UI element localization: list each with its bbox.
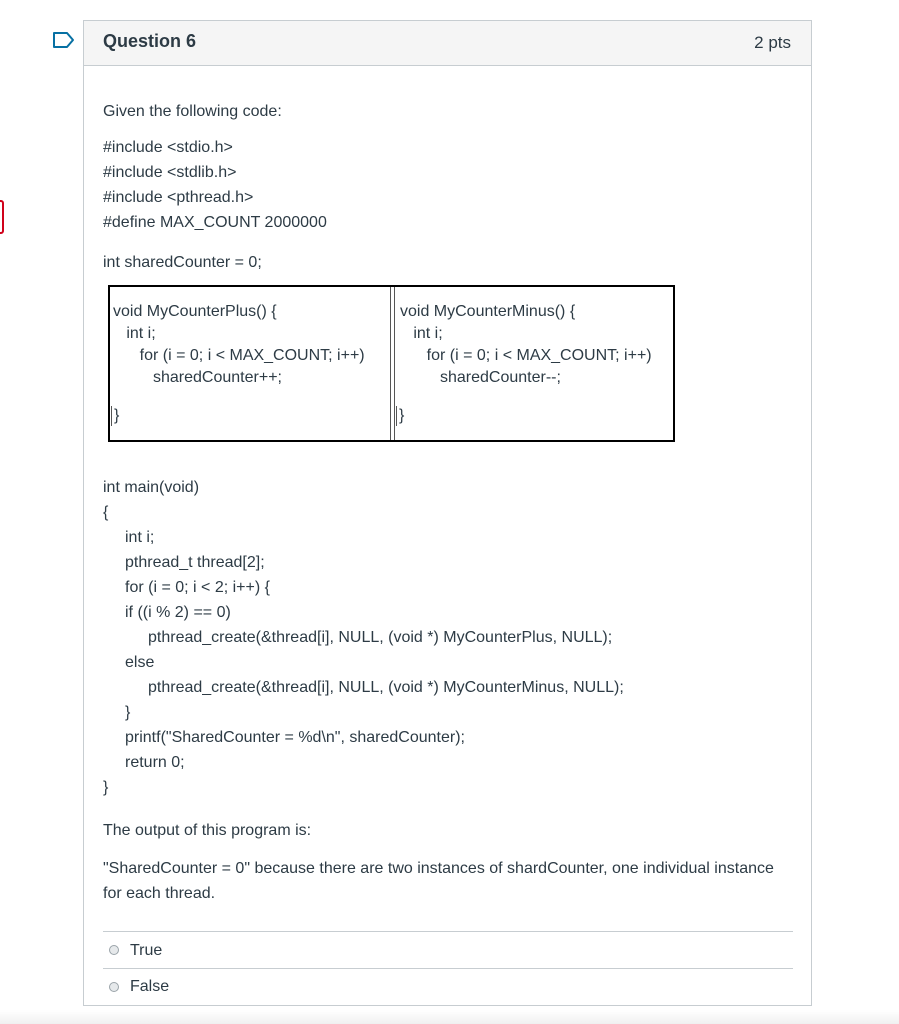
code-line: sharedCounter--; <box>400 369 561 386</box>
radio-button-icon[interactable] <box>109 982 119 992</box>
code-close-brace: } <box>396 406 404 426</box>
code-table <box>108 285 675 442</box>
question-intro: Given the following code: <box>103 103 282 120</box>
question-points: 2 pts <box>754 33 791 52</box>
code-line: void MyCounterPlus() { <box>113 303 277 320</box>
question-title: Question 6 <box>103 31 197 51</box>
code-line: for (i = 0; i < MAX_COUNT; i++) <box>113 347 365 364</box>
include-line: #include <stdlib.h> <box>103 164 237 181</box>
bottom-shadow <box>0 1010 899 1024</box>
answer-list <box>103 931 793 1005</box>
answer-option-false[interactable] <box>103 968 793 1005</box>
answer-label[interactable]: True <box>130 941 163 959</box>
code-line: pthread_t thread[2]; <box>125 554 265 571</box>
code-close-brace: } <box>111 406 119 426</box>
code-line: if ((i % 2) == 0) <box>125 604 231 621</box>
code-line: } <box>125 704 131 721</box>
code-line: for (i = 0; i < 2; i++) { <box>125 579 270 596</box>
code-line: { <box>103 504 109 521</box>
shared-counter-decl: int sharedCounter = 0; <box>103 254 262 271</box>
side-marker <box>0 200 4 234</box>
main-function-code <box>103 475 624 800</box>
code-line: int i; <box>400 325 443 342</box>
code-line: for (i = 0; i < MAX_COUNT; i++) <box>400 347 652 364</box>
code-line: printf("SharedCounter = %d\n", sharedCounter); <box>125 729 465 746</box>
flag-question-icon[interactable] <box>52 31 76 49</box>
radio-button-icon[interactable] <box>109 945 119 955</box>
code-line: } <box>103 779 109 796</box>
code-line: int i; <box>113 325 156 342</box>
code-line: int main(void) <box>103 479 200 496</box>
include-block <box>103 135 327 235</box>
answer-label[interactable]: False <box>130 978 170 995</box>
code-line: pthread_create(&thread[i], NULL, (void *) MyCounterMinus, NULL); <box>148 679 624 696</box>
include-line: #include <pthread.h> <box>103 189 254 206</box>
question-header <box>84 21 811 66</box>
answer-option-true[interactable] <box>103 931 793 968</box>
question-card <box>83 20 812 1006</box>
code-line: void MyCounterMinus() { <box>400 303 576 320</box>
define-line: #define MAX_COUNT 2000000 <box>103 214 327 231</box>
output-label: The output of this program is: <box>103 822 312 839</box>
question-statement: "SharedCounter = 0" because there are two instances of shardCounter, one individual instance for each thread. <box>103 860 774 902</box>
include-line: #include <stdio.h> <box>103 139 233 156</box>
code-line: sharedCounter++; <box>113 369 282 386</box>
code-line: int i; <box>125 529 155 546</box>
code-line: return 0; <box>125 754 185 771</box>
code-cell-plus <box>110 287 391 440</box>
code-line: else <box>125 654 155 671</box>
code-line: pthread_create(&thread[i], NULL, (void *) MyCounterPlus, NULL); <box>148 629 613 646</box>
code-cell-minus <box>394 287 673 440</box>
